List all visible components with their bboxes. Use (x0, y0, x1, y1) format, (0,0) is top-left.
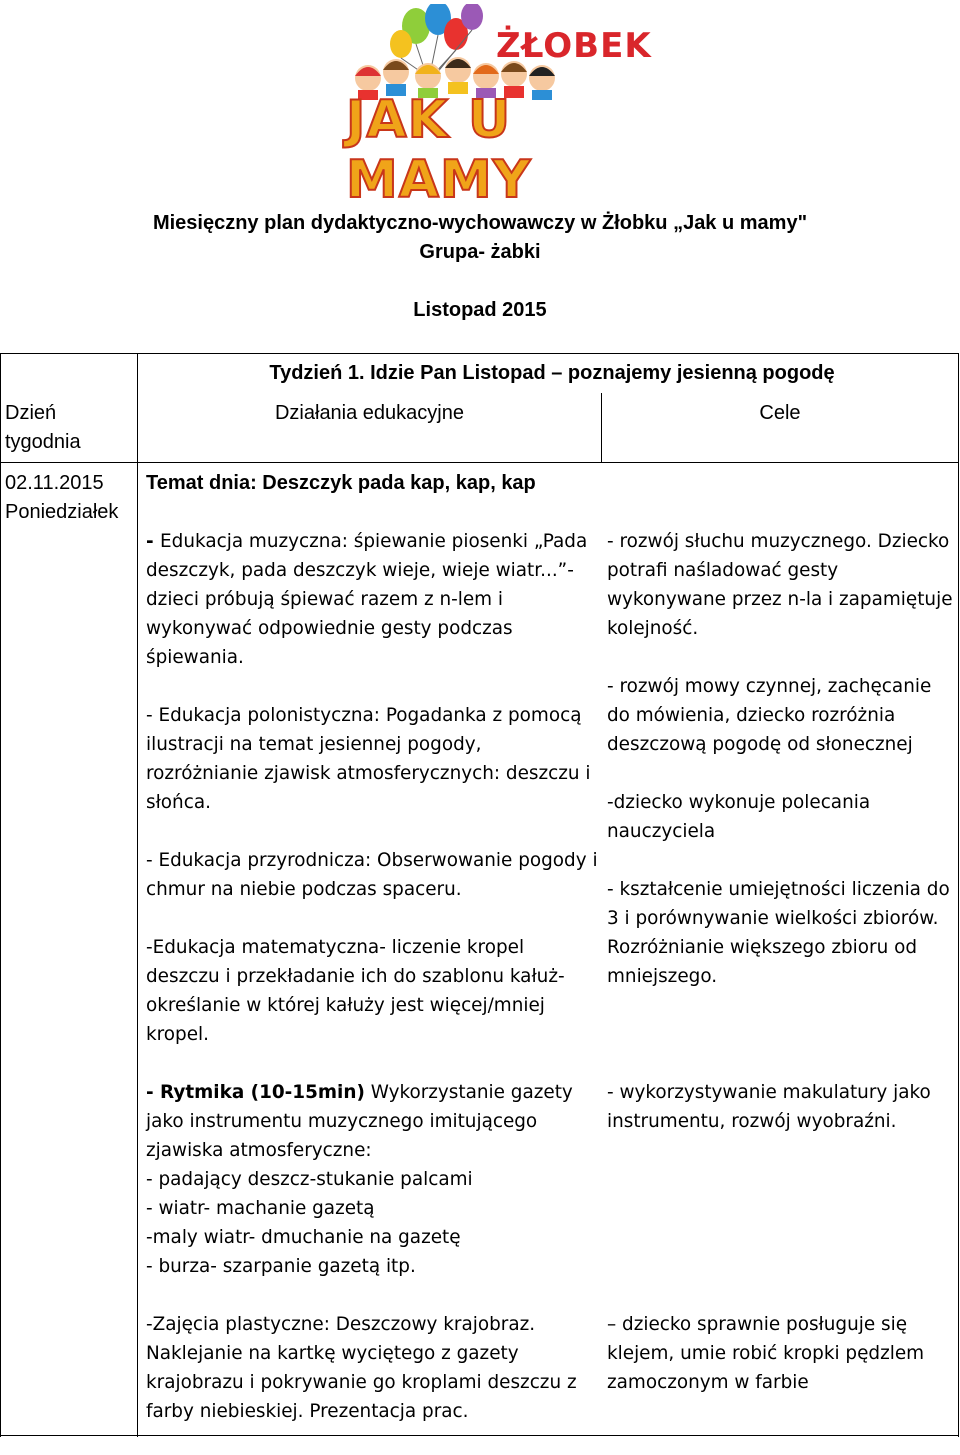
table-border-left (0, 353, 1, 1437)
goal-music: - rozwój słuchu muzycznego. Dziecko potrafi naśladować gesty wykonywane przez n-la i zapamiętuje kolejność. (607, 531, 953, 639)
column-header-day-label: Dzień tygodnia (5, 402, 81, 453)
group-name: Grupa- żabki (419, 241, 541, 263)
day-cell (5, 469, 133, 527)
activity-music-text: Edukacja muzyczna: śpiewanie piosenki „Pada deszczyk, pada deszczyk wieje, wieje wiatr...”- dzieci próbują śpiewać razem z n-lem i wykonywać odpowiednie gesty podczas śpiewania. (146, 531, 588, 668)
rhythm-item: - burza- szarpanie gazetą itp. (146, 1256, 416, 1277)
goal-rhythm: - wykorzystywanie makulatury jako instrumentu, rozwój wyobraźni. (607, 1082, 931, 1132)
goal-instructions: -dziecko wykonuje polecania nauczyciela (607, 792, 871, 842)
table-header-separator (0, 462, 959, 463)
month-label: Listopad 2015 (413, 299, 547, 321)
rhythm-item: -maly wiatr- dmuchanie na gazetę (146, 1227, 461, 1248)
activity-rhythm-title: - Rytmika (10-15min) (146, 1082, 365, 1103)
activity-music-prefix: - (146, 531, 161, 552)
column-header-goals (602, 399, 958, 428)
activities-cell (146, 527, 598, 1455)
activity-polish: - Edukacja polonistyczna: Pogadanka z pomocą ilustracji na temat jesiennej pogody, rozróżnianie zjawisk atmosferycznych: deszczu i słońca. (146, 705, 591, 813)
activity-rhythm (146, 1078, 598, 1281)
table-divider-day (137, 353, 138, 1437)
document-title: Miesięczny plan dydaktyczno-wychowawczy w Żłobku „Jak u mamy" (152, 212, 808, 234)
logo-title-top: ŻŁOBEK (496, 26, 652, 66)
activity-math: -Edukacja matematyczna- liczenie kropel deszczu i przekładanie ich do szablonu kałuż- określanie w której kałuży jest więcej/mniej kropel. (146, 937, 565, 1045)
logo (346, 4, 652, 210)
goal-art: – dziecko sprawnie posługuje się klejem, umie robić kropki pędzlem zamoczonym w farbie (607, 1314, 925, 1393)
activity-art: -Zajęcia plastyczne: Deszczowy krajobraz. Naklejanie na kartkę wyciętego z gazety krajobrazu i pokrywanie go kroplami deszczu z farby niebieskiej. Prezentacja prac. (146, 1314, 577, 1422)
goal-speech: - rozwój mowy czynnej, zachęcanie do mówienia, dziecko rozróżnia deszczową pogodę od słonecznej (607, 676, 932, 755)
column-header-goals-label: Cele (759, 402, 801, 424)
rhythm-item: - wiatr- machanie gazetą (146, 1198, 375, 1219)
goals-cell (607, 527, 953, 1426)
day-name: Poniedziałek (5, 501, 119, 523)
table-border-right (958, 353, 959, 1437)
table-border-top (0, 353, 959, 354)
column-header-activities-label: Działania edukacyjne (274, 402, 464, 424)
day-date: 02.11.2015 (5, 472, 104, 494)
day-topic: Temat dnia: Deszczyk pada kap, kap, kap (146, 472, 536, 494)
column-header-activities (138, 399, 601, 428)
logo-title-bottom: JAK U MAMY (346, 90, 532, 210)
goal-counting: - kształcenie umiejętności liczenia do 3 i porównywanie wielkości zbiorów. Rozróżnianie większego zbioru od mniejszego. (607, 879, 950, 987)
week-title-label: Tydzień 1. Idzie Pan Listopad – poznajemy jesienną pogodę (269, 362, 835, 384)
column-header-day (5, 399, 130, 457)
week-title (146, 359, 958, 388)
activity-rhythm-text: Wykorzystanie gazety jako instrumentu muzycznego imitującego zjawiska atmosferyczne: (146, 1082, 573, 1161)
activity-nature: - Edukacja przyrodnicza: Obserwowanie pogody i chmur na niebie podczas spaceru. (146, 850, 598, 900)
rhythm-item: - padający deszcz-stukanie palcami (146, 1169, 473, 1190)
activity-music (146, 527, 598, 672)
